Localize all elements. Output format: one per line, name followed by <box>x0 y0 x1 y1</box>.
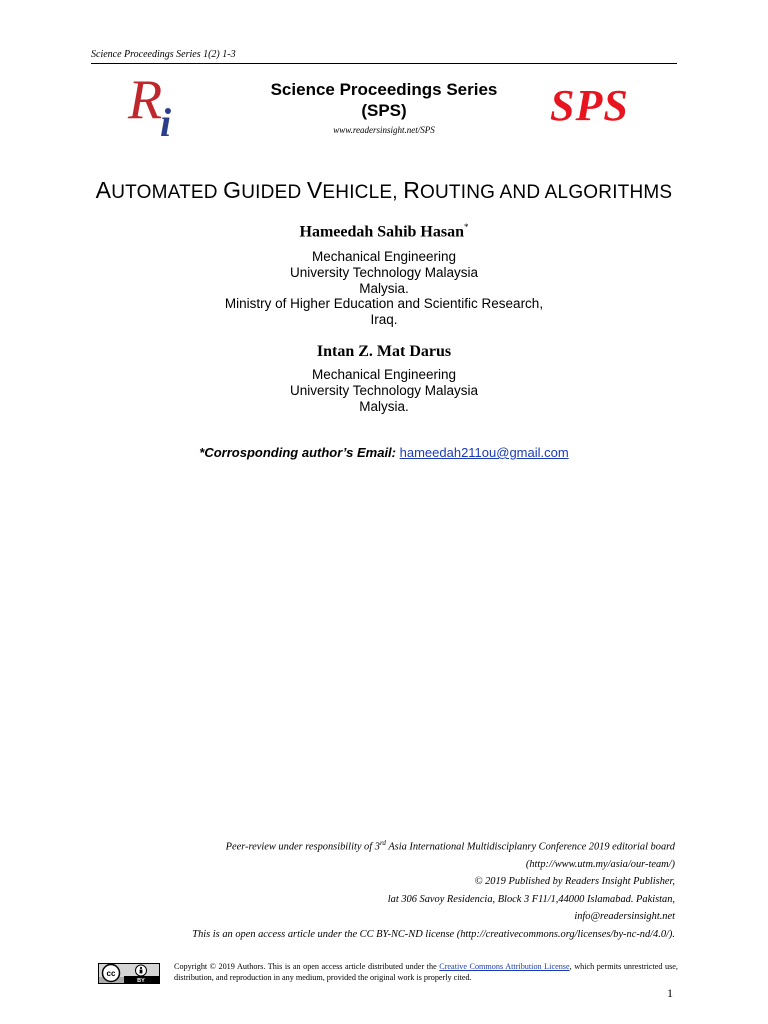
title-part: UTOMATED <box>111 182 224 203</box>
sps-logo: SPS <box>550 81 629 130</box>
article-title <box>0 177 768 204</box>
running-header: Science Proceedings Series 1(2) 1-3 <box>91 49 236 60</box>
title-part: OUTING AND ALGORITHMS <box>420 182 673 203</box>
title-part: G <box>223 177 242 203</box>
series-title-line2: (SPS) <box>361 101 407 120</box>
ri-logo-i: i <box>160 100 172 142</box>
affiliation-line: University Technology Malaysia <box>289 382 479 398</box>
footnote-line: This is an open access article under the CC BY-NC-ND license (http://creativecommons.org/licenses/by-nc-nd/4.0/). <box>192 928 675 940</box>
affiliation-line: Malysia. <box>359 280 409 296</box>
footnote-text: Asia International Multidisciplanry Conference 2019 editorial board <box>385 841 675 853</box>
footnote-line[interactable]: info@readersinsight.net <box>574 911 675 923</box>
affiliation-line: Mechanical Engineering <box>311 249 457 264</box>
footnote-line: lat 306 Savoy Residencia, Block 3 F11/1,44000 Islamabad. Pakistan, <box>387 893 675 905</box>
page-number: 1 <box>667 986 673 1000</box>
copyright-text: , which permits unrestricted use, distribution, and reproduction in any medium, provided the original work is properly cited. <box>174 962 678 982</box>
publication-footnote <box>192 835 675 943</box>
title-part: V <box>306 177 323 203</box>
affiliation-line: University Technology Malaysia <box>289 264 479 280</box>
author-affiliation <box>0 367 768 414</box>
cc-icon-text: cc <box>106 969 116 978</box>
title-part: EHICLE, <box>322 182 404 203</box>
author-name-text: Intan Z. Mat Darus <box>316 343 452 360</box>
author-affiliation <box>0 249 768 328</box>
footnote-line[interactable]: (http://www.utm.my/asia/our-team/) <box>525 858 675 870</box>
header-rule <box>91 63 677 64</box>
corresponding-mark: * <box>463 222 469 232</box>
author-name-text: Hameedah Sahib Hasan <box>299 223 464 241</box>
footnote-line <box>192 835 675 856</box>
corresponding-author <box>0 445 768 460</box>
title-part: UIDED <box>241 182 307 203</box>
series-title <box>0 79 768 121</box>
corresponding-email-link[interactable]: hameedah211ou@gmail.com <box>399 445 569 460</box>
affiliation-line: Ministry of Higher Education and Scientific Research, <box>224 296 544 312</box>
copyright-text: Copyright © 2019 Authors. This is an open access article distributed under the <box>174 962 440 971</box>
footnote-superscript: rd <box>379 839 386 847</box>
cc-license-link[interactable]: Creative Commons Attribution License <box>439 962 570 971</box>
affiliation-line: Iraq. <box>370 312 398 328</box>
affiliation-line: Malysia. <box>359 398 409 414</box>
author-name <box>0 343 768 361</box>
by-text: BY <box>137 978 145 984</box>
title-part: R <box>403 177 421 203</box>
corresponding-label: *Corrosponding author’s Email: <box>199 445 396 460</box>
footnote-line: © 2019 Published by Readers Insight Publisher, <box>474 876 675 888</box>
affiliation-line: Mechanical Engineering <box>311 367 457 382</box>
series-url[interactable]: www.readersinsight.net/SPS <box>333 125 435 135</box>
cc-by-license-badge[interactable] <box>98 963 160 984</box>
title-part: A <box>95 177 112 203</box>
copyright-notice <box>174 962 678 983</box>
author-name <box>0 222 768 241</box>
footnote-text: Peer-review under responsibility of 3 <box>225 841 380 853</box>
series-title-line1: Science Proceedings Series <box>270 80 498 99</box>
ri-logo-r: R <box>128 70 163 131</box>
